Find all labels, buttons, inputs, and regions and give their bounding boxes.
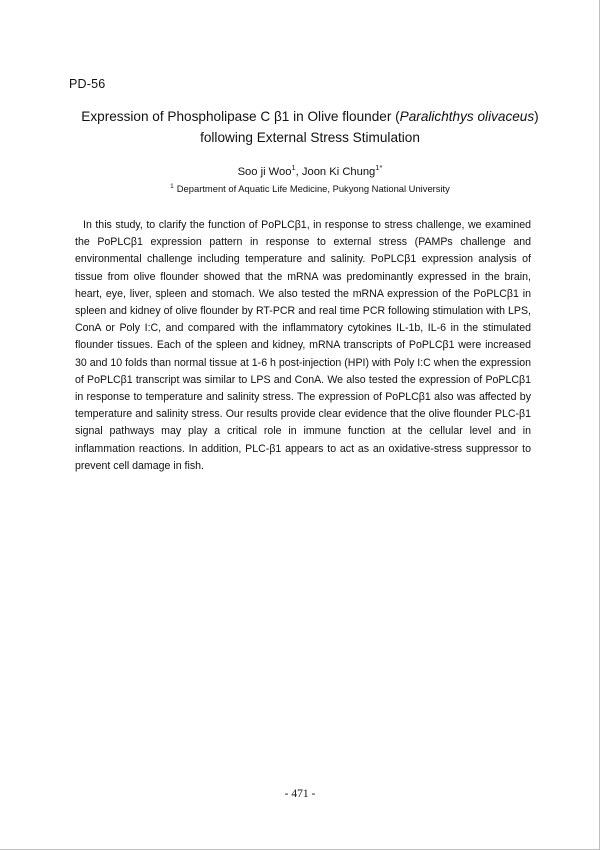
affiliation-text: Department of Aquatic Life Medicine, Pukyong National University — [176, 183, 450, 194]
author-affiliation-mark: 1* — [375, 163, 383, 172]
author-affiliation-mark: 1 — [291, 163, 296, 172]
session-code: PD-56 — [69, 77, 106, 91]
paper-title — [40, 106, 580, 148]
affiliation-mark: 1 — [170, 183, 174, 190]
author-name: Joon Ki Chung — [301, 166, 376, 178]
abstract-body: In this study, to clarify the function of PoPLCβ1, in response to stress challenge, we examined the PoPLCβ1 expression pattern in response to external stress (PAMPs challenge and environmental challenge including temperature and salinity. PoPLCβ1 expression analysis of tissue from olive flounder showed that the mRNA was predominantly expressed in the brain, heart, eye, liver, spleen and stomach. We also tested the mRNA expression of the PoPLCβ1 in spleen and kidney of olive flounder by RT-PCR and real time PCR following stimulation with LPS, ConA or Poly I:C, and compared with the inflammatory cytokines IL-1b, IL-6 in the stimulated flounder tissues. Each of the spleen and kidney, mRNA transcripts of PoPLCβ1 were increased 30 and 10 folds than normal tissue at 1-6 h post-injection (HPI) with Poly I:C when the expression of PoPLCβ1 transcript was similar to LPS and ConA. We also tested the expression of PoPLCβ1 in response to temperature and salinity stress. The expression of PoPLCβ1 also was affected by temperature and salinity stress. Our results provide clear evidence that the olive flounder PLC-β1 signal pathways may play a critical role in immune function at the cellular level and in inflammation reactions. In addition, PLC-β1 appears to act as an oxidative-stress suppressor to prevent cell damage in fish. — [75, 219, 531, 472]
affiliation — [40, 183, 580, 194]
title-suffix: ) — [534, 109, 539, 124]
author-name: Soo ji Woo — [237, 166, 292, 178]
page-number: - 471 - — [284, 788, 316, 800]
title-line-1 — [40, 106, 580, 127]
title-prefix: Expression of Phospholipase C β1 in Olive flounder ( — [81, 109, 400, 124]
author-list — [40, 163, 580, 178]
title-line-2: following External Stress Stimulation — [200, 130, 420, 145]
species-name: Paralichthys olivaceus — [399, 109, 535, 124]
author-separator: , — [295, 166, 302, 178]
